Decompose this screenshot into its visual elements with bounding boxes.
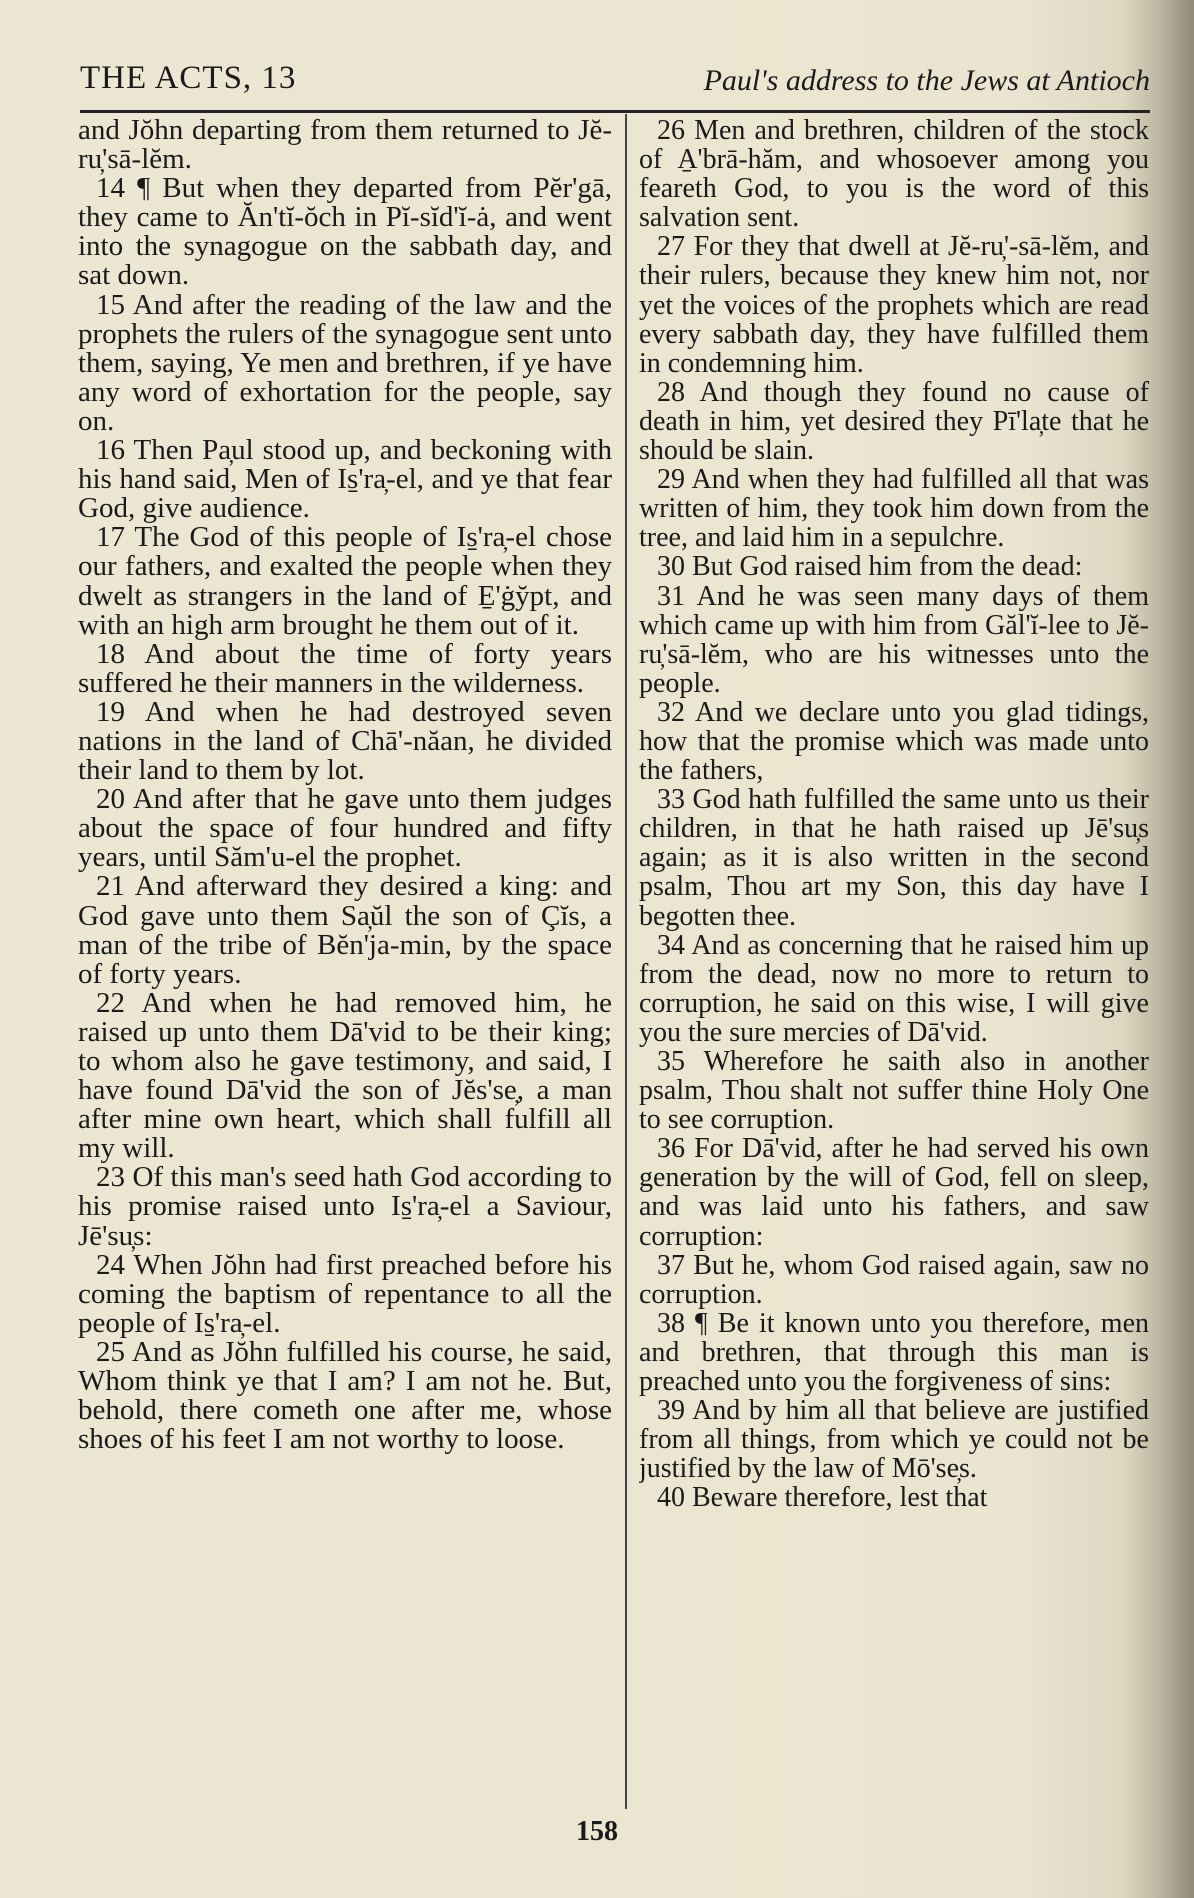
verse: 35 Wherefore he saith also in another psalm, Thou shalt not suffer thine Holy One to see corruption.	[639, 1046, 1149, 1136]
verse: 29 And when they had fulfilled all that was written of him, they took him down from the tree, and laid him in a sepulchre.	[639, 464, 1149, 554]
verse: 36 For Dā'vid, after he had served his own generation by the will of God, fell on sleep, and was laid unto his fathers, and saw corruption:	[639, 1133, 1149, 1252]
verse: 31 And he was seen many days of them which came up with him from Găl'ĭ-lee to Jĕ-ru̦'sā-lĕm, who are his witnesses unto the people.	[639, 580, 1149, 699]
left-column	[78, 116, 612, 1454]
verse: 33 God hath fulfilled the same unto us their children, in that he hath raised up Jē'su̦s again; as it is also written in the second psalm, Thou art my Son, this day have I begotten thee.	[639, 784, 1149, 932]
verse: 32 And we declare unto you glad tidings, how that the promise which was made unto the fathers,	[639, 696, 1149, 787]
verse: 16 Then Pa̦ul stood up, and beckoning with his hand said, Men of Is̱'ra̦-el, and ye that fear God, give audience.	[78, 434, 612, 525]
verse: 17 The God of this people of Is̱'ra̦-el chose our fathers, and exalted the people when they dwelt as strangers in the land of E̱'ġy̆pt, and with an high arm brought he them out of it.	[78, 521, 612, 641]
verse: 40 Beware therefore, lest that	[657, 1482, 988, 1513]
verse: 30 But God raised him from the dead:	[657, 551, 1083, 583]
page-number: 158	[576, 1816, 618, 1847]
verse: 28 And though they found no cause of death in him, yet desired they Pī'la̦te that he should be slain.	[639, 376, 1149, 467]
verse: and Jŏhn departing from them returned to Jĕ-ru̦'sā-lĕm.	[78, 116, 612, 176]
verse: 20 And after that he gave unto them judges about the space of four hundred and fifty years, until Săm'u-el the prophet.	[78, 783, 612, 874]
verse: 19 And when he had destroyed seven nations in the land of Chā'-năan, he divided their land to them by lot.	[78, 695, 612, 787]
verse: 24 When Jŏhn had first preached before his coming the baptism of repentance to all the people of Is̱'ra̦-el.	[78, 1248, 612, 1339]
verse: 37 But he, whom God raised again, saw no corruption.	[639, 1249, 1149, 1310]
page-header-topic: Paul's address to the Jews at Antioch	[703, 64, 1150, 97]
verse: 25 And as Jŏhn fulfilled his course, he said, Whom think ye that I am? I am not he. But, behold, there cometh one after me, whose shoes of his feet I am not worthy to loose.	[78, 1335, 612, 1455]
verse: 21 And afterward they desired a king: and God gave unto them Sa̦ŭl the son of Çĭs, a man of the tribe of Bĕn'ja-min, by the space of forty years.	[78, 870, 612, 990]
verse: 18 And about the time of forty years suffered he their manners in the wilderness.	[78, 637, 612, 699]
verse: 15 And after the reading of the law and the prophets the rulers of the synagogue sent unto them, saying, Ye men and brethren, if ye have any word of exhortation for the people, say on.	[78, 288, 612, 437]
verse: 34 And as concerning that he raised him up from the dead, now no more to return to corruption, he said on this wise, I will give you the sure mercies of Dā'vid.	[639, 929, 1149, 1048]
verse: 23 Of this man's seed hath God according to his promise raised unto Is̱'ra̦-el a Saviour, Jē'su̦s:	[78, 1161, 612, 1252]
verse: 26 Men and brethren, children of the stock of A̱'brā-hăm, and whosoever among you feareth God, to you is the word of this salvation sent.	[639, 116, 1149, 234]
verse: 27 For they that dwell at Jĕ-ru̦'-sā-lĕm, and their rulers, because they knew him not, nor yet the voices of the prophets which are read every sabbath day, they have fulfilled them in condemning him.	[639, 231, 1149, 379]
right-column	[639, 116, 1149, 1513]
page-header-book: THE ACTS, 13	[80, 60, 297, 96]
verse: 39 And by him all that believe are justified from all things, from which ye could not be justified by the law of Mō'se̦s.	[639, 1395, 1149, 1485]
column-divider	[625, 114, 627, 1809]
header-rule	[80, 110, 1150, 113]
verse: 22 And when he had removed him, he raised up unto them Dā'vid to be their king; to whom also he gave testimony, and said, I have found Dā'vid the son of Jĕs'se̦, a man after mine own heart, which shall fulfill all my will.	[78, 986, 612, 1165]
verse: 38 ¶ Be it known unto you therefore, men and brethren, that through this man is preached unto you the forgiveness of sins:	[639, 1307, 1149, 1398]
verse: 14 ¶ But when they departed from Pĕr'gā, they came to Ăn'tĭ-ŏch in Pĭ-sĭd'ĭ-ȧ, and went into the synagogue on the sabbath day, and sat down.	[78, 172, 612, 292]
